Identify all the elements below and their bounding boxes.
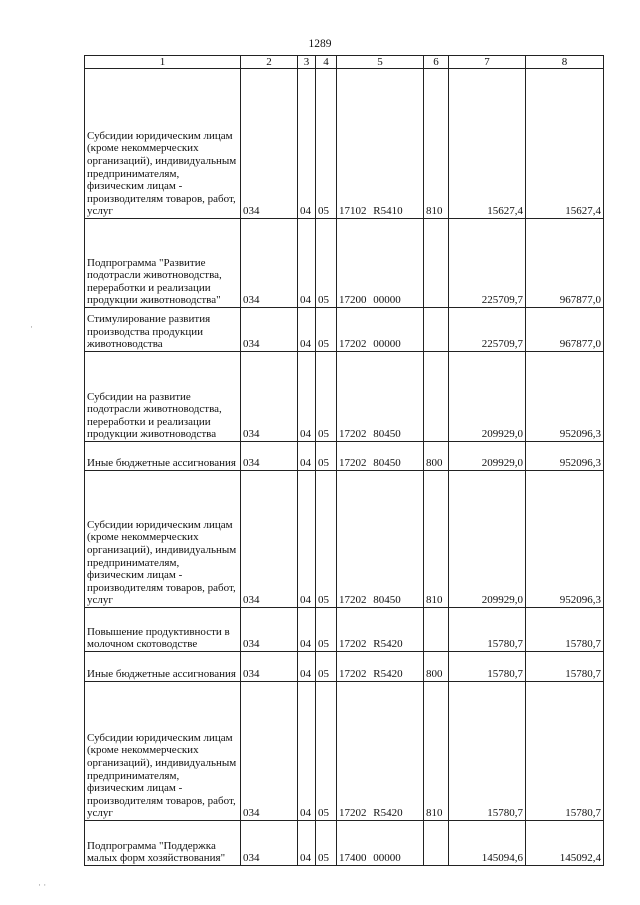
subsection-code: 05 <box>316 608 337 652</box>
section-code: 04 <box>298 608 316 652</box>
expense-type-code <box>424 608 449 652</box>
expense-type-code <box>424 352 449 442</box>
amount-year-2: 145092,4 <box>526 821 604 866</box>
section-code: 04 <box>298 682 316 821</box>
subsection-code: 05 <box>316 69 337 219</box>
table-row <box>85 652 604 682</box>
ministry-code: 034 <box>241 608 298 652</box>
column-header: 5 <box>337 56 424 69</box>
item-name: Повышение продуктивности в молочном скотоводстве <box>85 608 241 652</box>
target-article-code: 17202 80450 <box>337 442 424 471</box>
column-header: 8 <box>526 56 604 69</box>
item-name: Субсидии юридическим лицам (кроме некоммерческих организаций), индивидуальным предпринимателям, физическим лицам - производителям товаров, работ, услуг <box>85 69 241 219</box>
amount-year-1: 209929,0 <box>449 471 526 608</box>
expense-type-code: 800 <box>424 652 449 682</box>
amount-year-2: 15780,7 <box>526 608 604 652</box>
amount-year-1: 15780,7 <box>449 652 526 682</box>
subsection-code: 05 <box>316 442 337 471</box>
ministry-code: 034 <box>241 308 298 352</box>
column-header: 6 <box>424 56 449 69</box>
amount-year-1: 145094,6 <box>449 821 526 866</box>
ministry-code: 034 <box>241 352 298 442</box>
amount-year-1: 225709,7 <box>449 308 526 352</box>
ministry-code: 034 <box>241 682 298 821</box>
column-header: 2 <box>241 56 298 69</box>
target-article-code: 17202 R5420 <box>337 652 424 682</box>
section-code: 04 <box>298 821 316 866</box>
ministry-code: 034 <box>241 652 298 682</box>
amount-year-2: 952096,3 <box>526 471 604 608</box>
table-row <box>85 308 604 352</box>
table-row <box>85 69 604 219</box>
section-code: 04 <box>298 308 316 352</box>
scan-speck: · <box>30 322 33 332</box>
target-article-code: 17202 80450 <box>337 352 424 442</box>
amount-year-2: 967877,0 <box>526 219 604 308</box>
subsection-code: 05 <box>316 652 337 682</box>
expense-type-code <box>424 821 449 866</box>
section-code: 04 <box>298 652 316 682</box>
amount-year-1: 15780,7 <box>449 608 526 652</box>
ministry-code: 034 <box>241 821 298 866</box>
target-article-code: 17102 R5410 <box>337 69 424 219</box>
scan-speck: · · <box>38 880 47 890</box>
amount-year-1: 225709,7 <box>449 219 526 308</box>
ministry-code: 034 <box>241 442 298 471</box>
section-code: 04 <box>298 352 316 442</box>
budget-table <box>84 55 604 866</box>
ministry-code: 034 <box>241 471 298 608</box>
subsection-code: 05 <box>316 682 337 821</box>
amount-year-2: 15780,7 <box>526 652 604 682</box>
header-row <box>85 56 604 69</box>
amount-year-1: 15780,7 <box>449 682 526 821</box>
subsection-code: 05 <box>316 471 337 608</box>
expense-type-code <box>424 219 449 308</box>
subsection-code: 05 <box>316 352 337 442</box>
section-code: 04 <box>298 471 316 608</box>
amount-year-1: 209929,0 <box>449 352 526 442</box>
section-code: 04 <box>298 69 316 219</box>
target-article-code: 17200 00000 <box>337 219 424 308</box>
table-body <box>85 56 604 866</box>
column-header: 3 <box>298 56 316 69</box>
amount-year-2: 967877,0 <box>526 308 604 352</box>
table-row <box>85 442 604 471</box>
amount-year-2: 952096,3 <box>526 442 604 471</box>
target-article-code: 17202 80450 <box>337 471 424 608</box>
item-name: Стимулирование развития производства продукции животноводства <box>85 308 241 352</box>
section-code: 04 <box>298 219 316 308</box>
table-row <box>85 219 604 308</box>
column-header: 1 <box>85 56 241 69</box>
table-row <box>85 352 604 442</box>
column-header: 7 <box>449 56 526 69</box>
amount-year-2: 15627,4 <box>526 69 604 219</box>
target-article-code: 17400 00000 <box>337 821 424 866</box>
item-name: Иные бюджетные ассигнования <box>85 442 241 471</box>
target-article-code: 17202 R5420 <box>337 682 424 821</box>
amount-year-2: 15780,7 <box>526 682 604 821</box>
table-row <box>85 471 604 608</box>
item-name: Субсидии юридическим лицам (кроме некоммерческих организаций), индивидуальным предпринимателям, физическим лицам - производителям товаров, работ, услуг <box>85 471 241 608</box>
table-row <box>85 682 604 821</box>
expense-type-code: 800 <box>424 442 449 471</box>
section-code: 04 <box>298 442 316 471</box>
amount-year-1: 15627,4 <box>449 69 526 219</box>
item-name: Подпрограмма "Поддержка малых форм хозяйствования" <box>85 821 241 866</box>
subsection-code: 05 <box>316 821 337 866</box>
subsection-code: 05 <box>316 308 337 352</box>
item-name: Подпрограмма "Развитие подотрасли животноводства, переработки и реализации продукции животноводства" <box>85 219 241 308</box>
item-name: Субсидии на развитие подотрасли животноводства, переработки и реализации продукции животноводства <box>85 352 241 442</box>
expense-type-code: 810 <box>424 69 449 219</box>
amount-year-2: 952096,3 <box>526 352 604 442</box>
table-row <box>85 821 604 866</box>
subsection-code: 05 <box>316 219 337 308</box>
amount-year-1: 209929,0 <box>449 442 526 471</box>
ministry-code: 034 <box>241 219 298 308</box>
target-article-code: 17202 00000 <box>337 308 424 352</box>
item-name: Иные бюджетные ассигнования <box>85 652 241 682</box>
table-row <box>85 608 604 652</box>
item-name: Субсидии юридическим лицам (кроме некоммерческих организаций), индивидуальным предпринимателям, физическим лицам - производителям товаров, работ, услуг <box>85 682 241 821</box>
column-header: 4 <box>316 56 337 69</box>
expense-type-code <box>424 308 449 352</box>
target-article-code: 17202 R5420 <box>337 608 424 652</box>
ministry-code: 034 <box>241 69 298 219</box>
expense-type-code: 810 <box>424 471 449 608</box>
page-number: 1289 <box>308 38 332 50</box>
expense-type-code: 810 <box>424 682 449 821</box>
